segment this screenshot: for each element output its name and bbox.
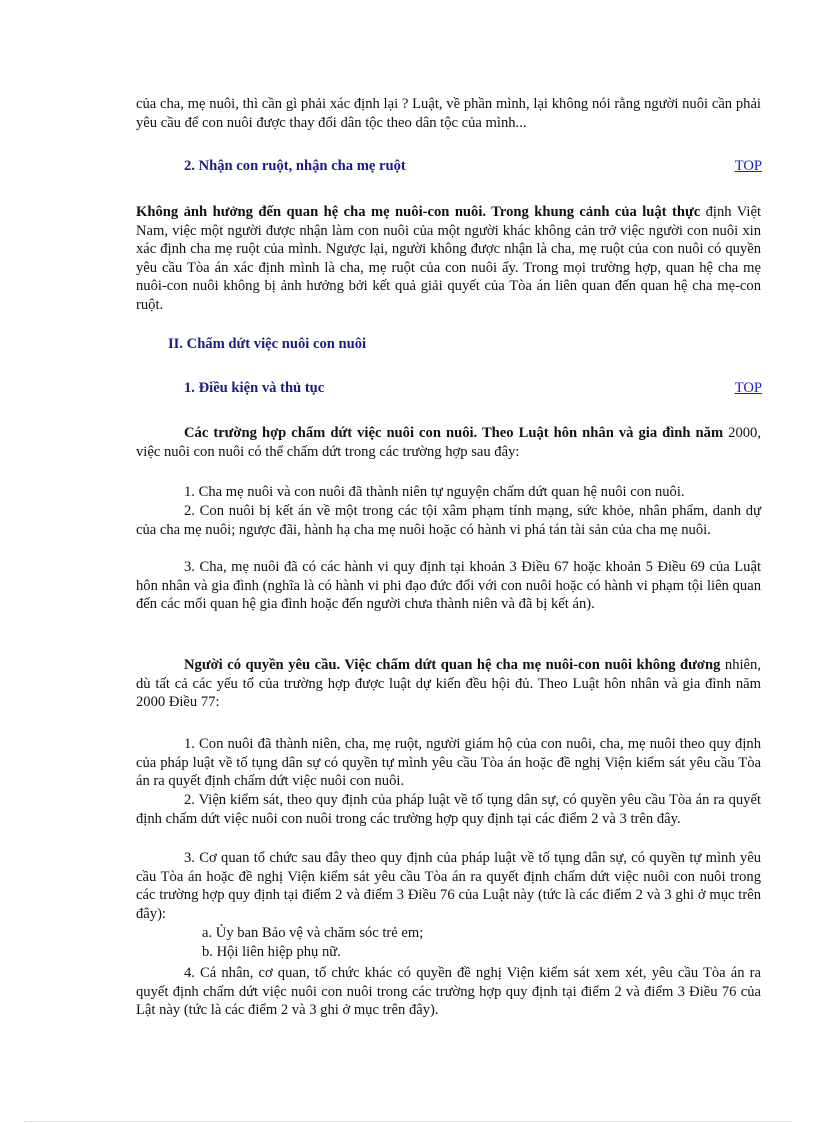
top-link[interactable]: TOP	[734, 380, 762, 396]
paragraph-lead: Không ảnh hưởng đến quan hệ cha mẹ nuôi-con nuôi. Trong khung cảnh của luật thực	[136, 204, 701, 220]
subsection-heading-conditions: 1. Điều kiện và thủ tục	[184, 380, 325, 396]
case-item: 3. Cha, mẹ nuôi đã có các hành vi quy định tại khoản 3 Điều 67 hoặc khoản 5 Điều 69 của Luật hôn nhân và gia đình (nghĩa là có hành vi phi đạo đức đối với con nuôi hoặc có hành vi phạm tội liên quan đến các mối quan hệ gia đình hoặc đến người chưa thành niên và đã bị kết án).	[136, 559, 761, 612]
paragraph-body: 2000, việc nuôi con nuôi có thể chấm dứt trong các trường hợp sau đây:	[136, 425, 761, 460]
requester-item: 1. Con nuôi đã thành niên, cha, mẹ ruột, người giám hộ của con nuôi, cha, mẹ nuôi theo quy định của pháp luật về tố tụng dân sự có quyền tự mình yêu cầu Tòa án hoặc đề nghị Viện kiểm sát yêu cầu Tòa án ra quyết định chấm dứt việc nuôi con nuôi.	[136, 736, 761, 789]
paragraph-lead: Các trường hợp chấm dứt việc nuôi con nuôi. Theo Luật hôn nhân và gia đình năm	[184, 425, 724, 441]
requesters-paragraph	[136, 656, 761, 712]
case-item: 2. Con nuôi bị kết án về một trong các tội xâm phạm tính mạng, sức khỏe, nhân phẩm, danh dự của cha mẹ nuôi; ngược đãi, hành hạ cha mẹ nuôi hoặc có hành vi phá tán tài sản của cha mẹ nuôi.	[136, 503, 761, 538]
termination-cases-paragraph	[136, 424, 761, 461]
top-link[interactable]: TOP	[734, 158, 762, 174]
organization-item: b. Hội liên hiệp phụ nữ.	[202, 944, 341, 960]
paragraph-body: nhiên, dù tất cả các yếu tố của trường hợp được luật dự kiến đều hội đủ. Theo Luật hôn nhân và gia đình năm 2000 Điều 77:	[136, 657, 761, 710]
paragraph-body: định Việt Nam, việc một người được nhận làm con nuôi của một người khác không cản trở việc người con nuôi xin xác định cha mẹ ruột của mình. Ngược lại, người không được nhận là cha, mẹ ruột của con nuôi có quyền yêu cầu Tòa án xác định mình là cha, mẹ ruột của con nuôi ấy. Trong mọi trường hợp, quan hệ cha mẹ nuôi-con nuôi không bị ảnh hưởng bởi kết quả giải quyết của Tòa án liên quan đến quan hệ cha mẹ-con ruột.	[136, 204, 761, 313]
requester-item: 3. Cơ quan tổ chức sau đây theo quy định của pháp luật về tố tụng dân sự, có quyền tự mình yêu cầu Tòa án hoặc đề nghị Viện kiểm sát yêu cầu Tòa án ra quyết định chấm dứt việc nuôi con nuôi trong các trường hợp quy định tại điểm 2 và điểm 3 Điều 76 của Luật này (tức là các điểm 2 và 3 ghi ở mục trên đây):	[136, 850, 761, 922]
page-bottom-border	[24, 1121, 792, 1122]
section-heading-adoption-birth-parents: 2. Nhận con ruột, nhận cha mẹ ruột	[184, 158, 406, 174]
birth-parents-paragraph	[136, 203, 761, 314]
paragraph-lead: Người có quyền yêu cầu. Việc chấm dứt quan hệ cha mẹ nuôi-con nuôi không đương	[184, 657, 721, 673]
requester-item: 4. Cá nhân, cơ quan, tổ chức khác có quyền đề nghị Viện kiểm sát xem xét, yêu cầu Tòa án ra quyết định chấm dứt việc nuôi con nuôi trong các trường hợp quy định tại điểm 2 và điểm 3 Điều 76 của Lật này (tức là các điểm 2 và 3 ghi ở mục trên đây).	[136, 965, 761, 1018]
case-item: 1. Cha mẹ nuôi và con nuôi đã thành niên tự nguyện chấm dứt quan hệ nuôi con nuôi.	[184, 484, 685, 500]
organization-item: a. Ủy ban Bảo vệ và chăm sóc trẻ em;	[202, 925, 424, 941]
part-heading-termination: II. Chấm dứt việc nuôi con nuôi	[168, 336, 367, 352]
intro-paragraph: của cha, mẹ nuôi, thì cần gì phải xác định lại ? Luật, về phần mình, lại không nói rằng người nuôi cần phải yêu cầu để con nuôi được thay đổi dân tộc theo dân tộc của mình...	[136, 96, 761, 131]
requester-item: 2. Viện kiểm sát, theo quy định của pháp luật về tố tụng dân sự, có quyền yêu cầu Tòa án ra quyết định chấm dứt việc nuôi con nuôi trong các trường hợp quy định tại các điểm 2 và 3 trên đây.	[136, 792, 761, 827]
